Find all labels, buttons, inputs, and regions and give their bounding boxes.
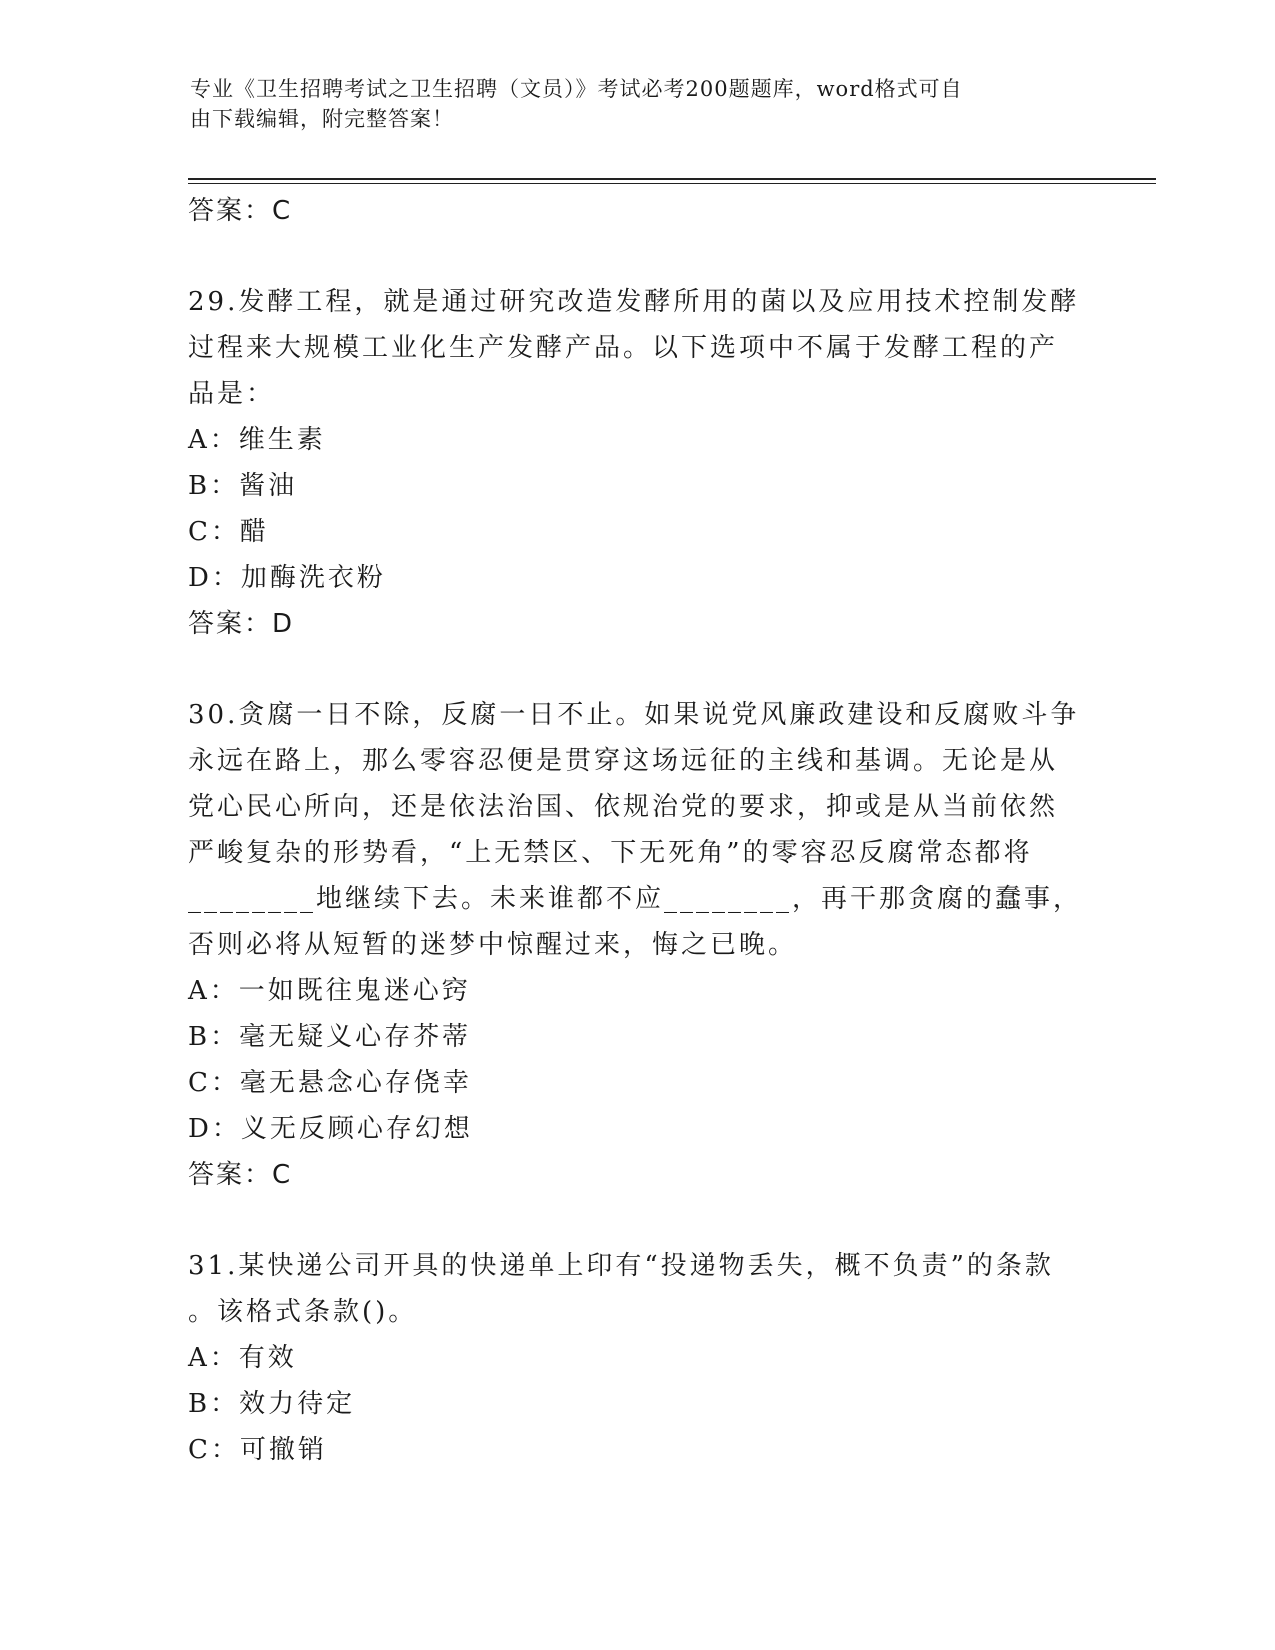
header-rule-thin (188, 183, 1156, 184)
option-b: B：酱油 (188, 471, 298, 501)
question-stem-line: 严峻复杂的形势看，“上无禁区、下无死角”的零容忍反腐常态都将 (188, 838, 1033, 868)
document-body (188, 188, 1088, 1473)
header-rule-thick (188, 178, 1156, 180)
question-stem-line: 否则必将从短暂的迷梦中惊醒过来，悔之已晚。 (188, 930, 798, 960)
document-header (190, 74, 1070, 134)
answer-line: 答案：C (188, 196, 293, 226)
question-stem-line: 31.某快递公司开具的快递单上印有“投递物丢失，概不负责”的条款 (188, 1251, 1054, 1281)
option-a: A：一如既往鬼迷心窍 (188, 976, 471, 1006)
option-b: B：毫无疑义心存芥蒂 (188, 1022, 472, 1052)
option-c: C：可撤销 (188, 1435, 327, 1465)
header-line-1: 专业《卫生招聘考试之卫生招聘（文员）》考试必考200题题库，word格式可自 (190, 77, 963, 101)
question-stem-line: ________地继续下去。未来谁都不应________，再干那贪腐的蠢事， (188, 884, 1083, 914)
option-d: D：义无反顾心存幻想 (188, 1114, 473, 1144)
header-line-2: 由下载编辑，附完整答案！ (190, 107, 454, 131)
option-c: C：醋 (188, 517, 269, 547)
option-a: A：有效 (188, 1343, 297, 1373)
question-stem-line: 党心民心所向，还是依法治国、依规治党的要求，抑或是从当前依然 (188, 792, 1059, 822)
option-c: C：毫无悬念心存侥幸 (188, 1068, 472, 1098)
question-stem-line: 品是： (188, 379, 276, 409)
option-d: D：加酶洗衣粉 (188, 563, 386, 593)
answer-line: 答案：D (188, 609, 295, 639)
question-31 (188, 1243, 1088, 1473)
question-stem-line: 30.贪腐一日不除，反腐一日不止。如果说党风廉政建设和反腐败斗争 (188, 700, 1080, 730)
option-b: B：效力待定 (188, 1389, 356, 1419)
answer-line: 答案：C (188, 1160, 293, 1190)
question-stem-line: 过程来大规模工业化生产发酵产品。以下选项中不属于发酵工程的产 (188, 333, 1059, 363)
question-stem-line: 永远在路上，那么零容忍便是贯穿这场远征的主线和基调。无论是从 (188, 746, 1059, 776)
question-30 (188, 692, 1088, 1198)
option-a: A：维生素 (188, 425, 326, 455)
question-stem-line: 。该格式条款()。 (188, 1297, 418, 1327)
question-stem-line: 29.发酵工程，就是通过研究改造发酵所用的菌以及应用技术控制发酵 (188, 287, 1080, 317)
question-29 (188, 279, 1088, 647)
